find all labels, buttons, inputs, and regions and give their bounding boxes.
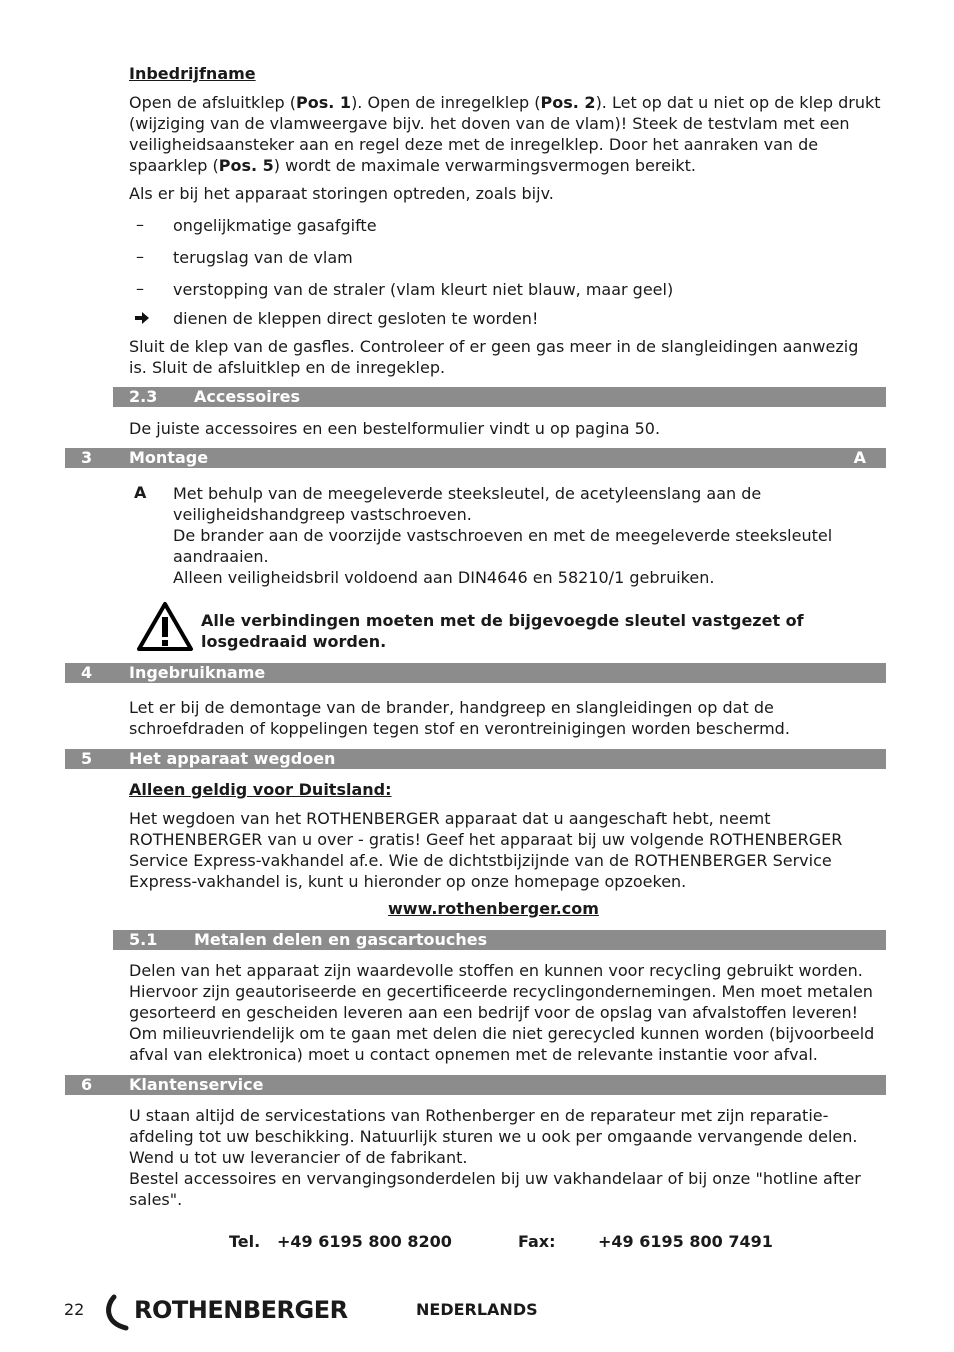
fax-number: +49 6195 800 7491 (598, 1232, 773, 1251)
section-title: Ingebruikname (129, 663, 266, 682)
language-label: NEDERLANDS (416, 1300, 538, 1319)
arrow-right-icon (134, 311, 150, 325)
fax-label: Fax: (518, 1232, 556, 1251)
dash-bullet: – (136, 279, 144, 298)
logo-swoosh-icon (104, 1293, 134, 1333)
logo-wordmark: ROTHENBERGER (134, 1296, 348, 1324)
step-marker: A (134, 483, 147, 502)
list-item: verstopping van de straler (vlam kleurt niet blauw, maar geel) (173, 280, 674, 299)
section-number: 3 (81, 448, 93, 467)
rothenberger-logo (104, 1293, 349, 1333)
section-header-5 (65, 749, 886, 769)
section-title: Montage (129, 448, 209, 467)
malfunction-intro: Als er bij het apparaat storingen optreden, zoals bijv. (129, 184, 554, 203)
warning-text: Alle verbindingen moeten met de bijgevoegde sleutel vastgezet of losgedraaid worden. (201, 611, 804, 651)
section-header-5-1 (113, 930, 886, 950)
intro-paragraph: Open de afsluitklep (Pos. 1). Open de inregelklep (Pos. 2). Let op dat u niet op de klep drukt (wijziging van de vlamweergave bijv. het doven van de vlam)! Steek de testvlam met een veiligheidsaansteker aan en regel deze met de inregelklep. Door het aanraken van de spaarklep (Pos. 5) wordt de maximale verwarmingsvermogen bereikt. (129, 93, 881, 175)
section-number: 5.1 (129, 930, 158, 949)
section-number: 4 (81, 663, 93, 682)
germany-subheading: Alleen geldig voor Duitsland: (129, 780, 392, 799)
arrow-item: dienen de kleppen direct gesloten te worden! (173, 309, 539, 328)
section-header-2-3 (113, 387, 886, 407)
section-header-3 (65, 448, 886, 468)
accessories-text: De juiste accessoires en een bestelformulier vindt u op pagina 50. (129, 419, 661, 438)
ingebruikname-text: Let er bij de demontage van de brander, handgreep en slangleidingen op dat de schroefdraden of koppelingen tegen stof en verontreinigingen worden beschermd. (129, 698, 790, 738)
dash-bullet: – (136, 247, 144, 266)
warning-triangle-icon (136, 601, 194, 652)
section-title: Metalen delen en gascartouches (194, 930, 488, 949)
section-title: Accessoires (194, 387, 300, 406)
service-text: U staan altijd de servicestations van Rothenberger en de reparateur met zijn reparatie-afdeling tot uw beschikking. Natuurlijk sturen we u ook per omgaande vervangende delen. Wend u tot uw leverancier of de fabrikant. Bestel accessoires en vervangingsonderdelen bij uw vakhandelaar of bij onze "hotline after sales". (129, 1106, 861, 1209)
heading-inbedrijfname: Inbedrijfname (129, 64, 256, 83)
section-header-6 (65, 1075, 886, 1095)
page-number: 22 (64, 1300, 85, 1319)
dash-bullet: – (136, 215, 144, 234)
section-number: 5 (81, 749, 93, 768)
montage-instructions: Met behulp van de meegeleverde steeksleutel, de acetyleenslang aan de veiligheidshandgreep vastschroeven. De brander aan de voorzijde vastschroeven en met de meegeleverde steeksleutel aandraaien. Alleen veiligheidsbril voldoend aan DIN4646 en 58210/1 gebruiken. (173, 484, 833, 587)
section-title: Het apparaat wegdoen (129, 749, 336, 768)
homepage-link[interactable]: www.rothenberger.com (388, 899, 599, 918)
section-number: 2.3 (129, 387, 158, 406)
list-item: ongelijkmatige gasafgifte (173, 216, 377, 235)
closing-paragraph: Sluit de klep van de gasfles. Controleer of er geen gas meer in de slangleidingen aanwezig is. Sluit de afsluitklep en de inregeklep. (129, 337, 859, 377)
disposal-text: Het wegdoen van het ROTHENBERGER apparaat dat u aangeschaft hebt, neemt ROTHENBERGER van u over - gratis! Geef het apparaat bij uw volgende ROTHENBERGER Service Express-vakhandel af.e. Wie de dichtstbijzijnde van de ROTHENBERGER Service Express-vakhandel is, kunt u hieronder op onze homepage opzoeken. (129, 809, 843, 891)
section-title: Klantenservice (129, 1075, 264, 1094)
section-number: 6 (81, 1075, 93, 1094)
section-header-4 (65, 663, 886, 683)
tel-number: +49 6195 800 8200 (277, 1232, 452, 1251)
figure-reference: A (853, 448, 866, 467)
recycling-text: Delen van het apparaat zijn waardevolle stoffen en kunnen voor recycling gebruikt worden. Hiervoor zijn geautoriseerde en gecertificeerde recyclingondernemingen. Men moet metalen gesorteerd en gescheiden leveren aan een bedrijf voor de opslag van afvalstoffen leveren! Om milieuvriendelijk om te gaan met delen die niet gerecycled kunnen worden (bijvoorbeeld afval van elektronica) moet u contact opnemen met de relevante instantie voor afval. (129, 961, 875, 1064)
list-item: terugslag van de vlam (173, 248, 353, 267)
tel-label: Tel. (229, 1232, 261, 1251)
